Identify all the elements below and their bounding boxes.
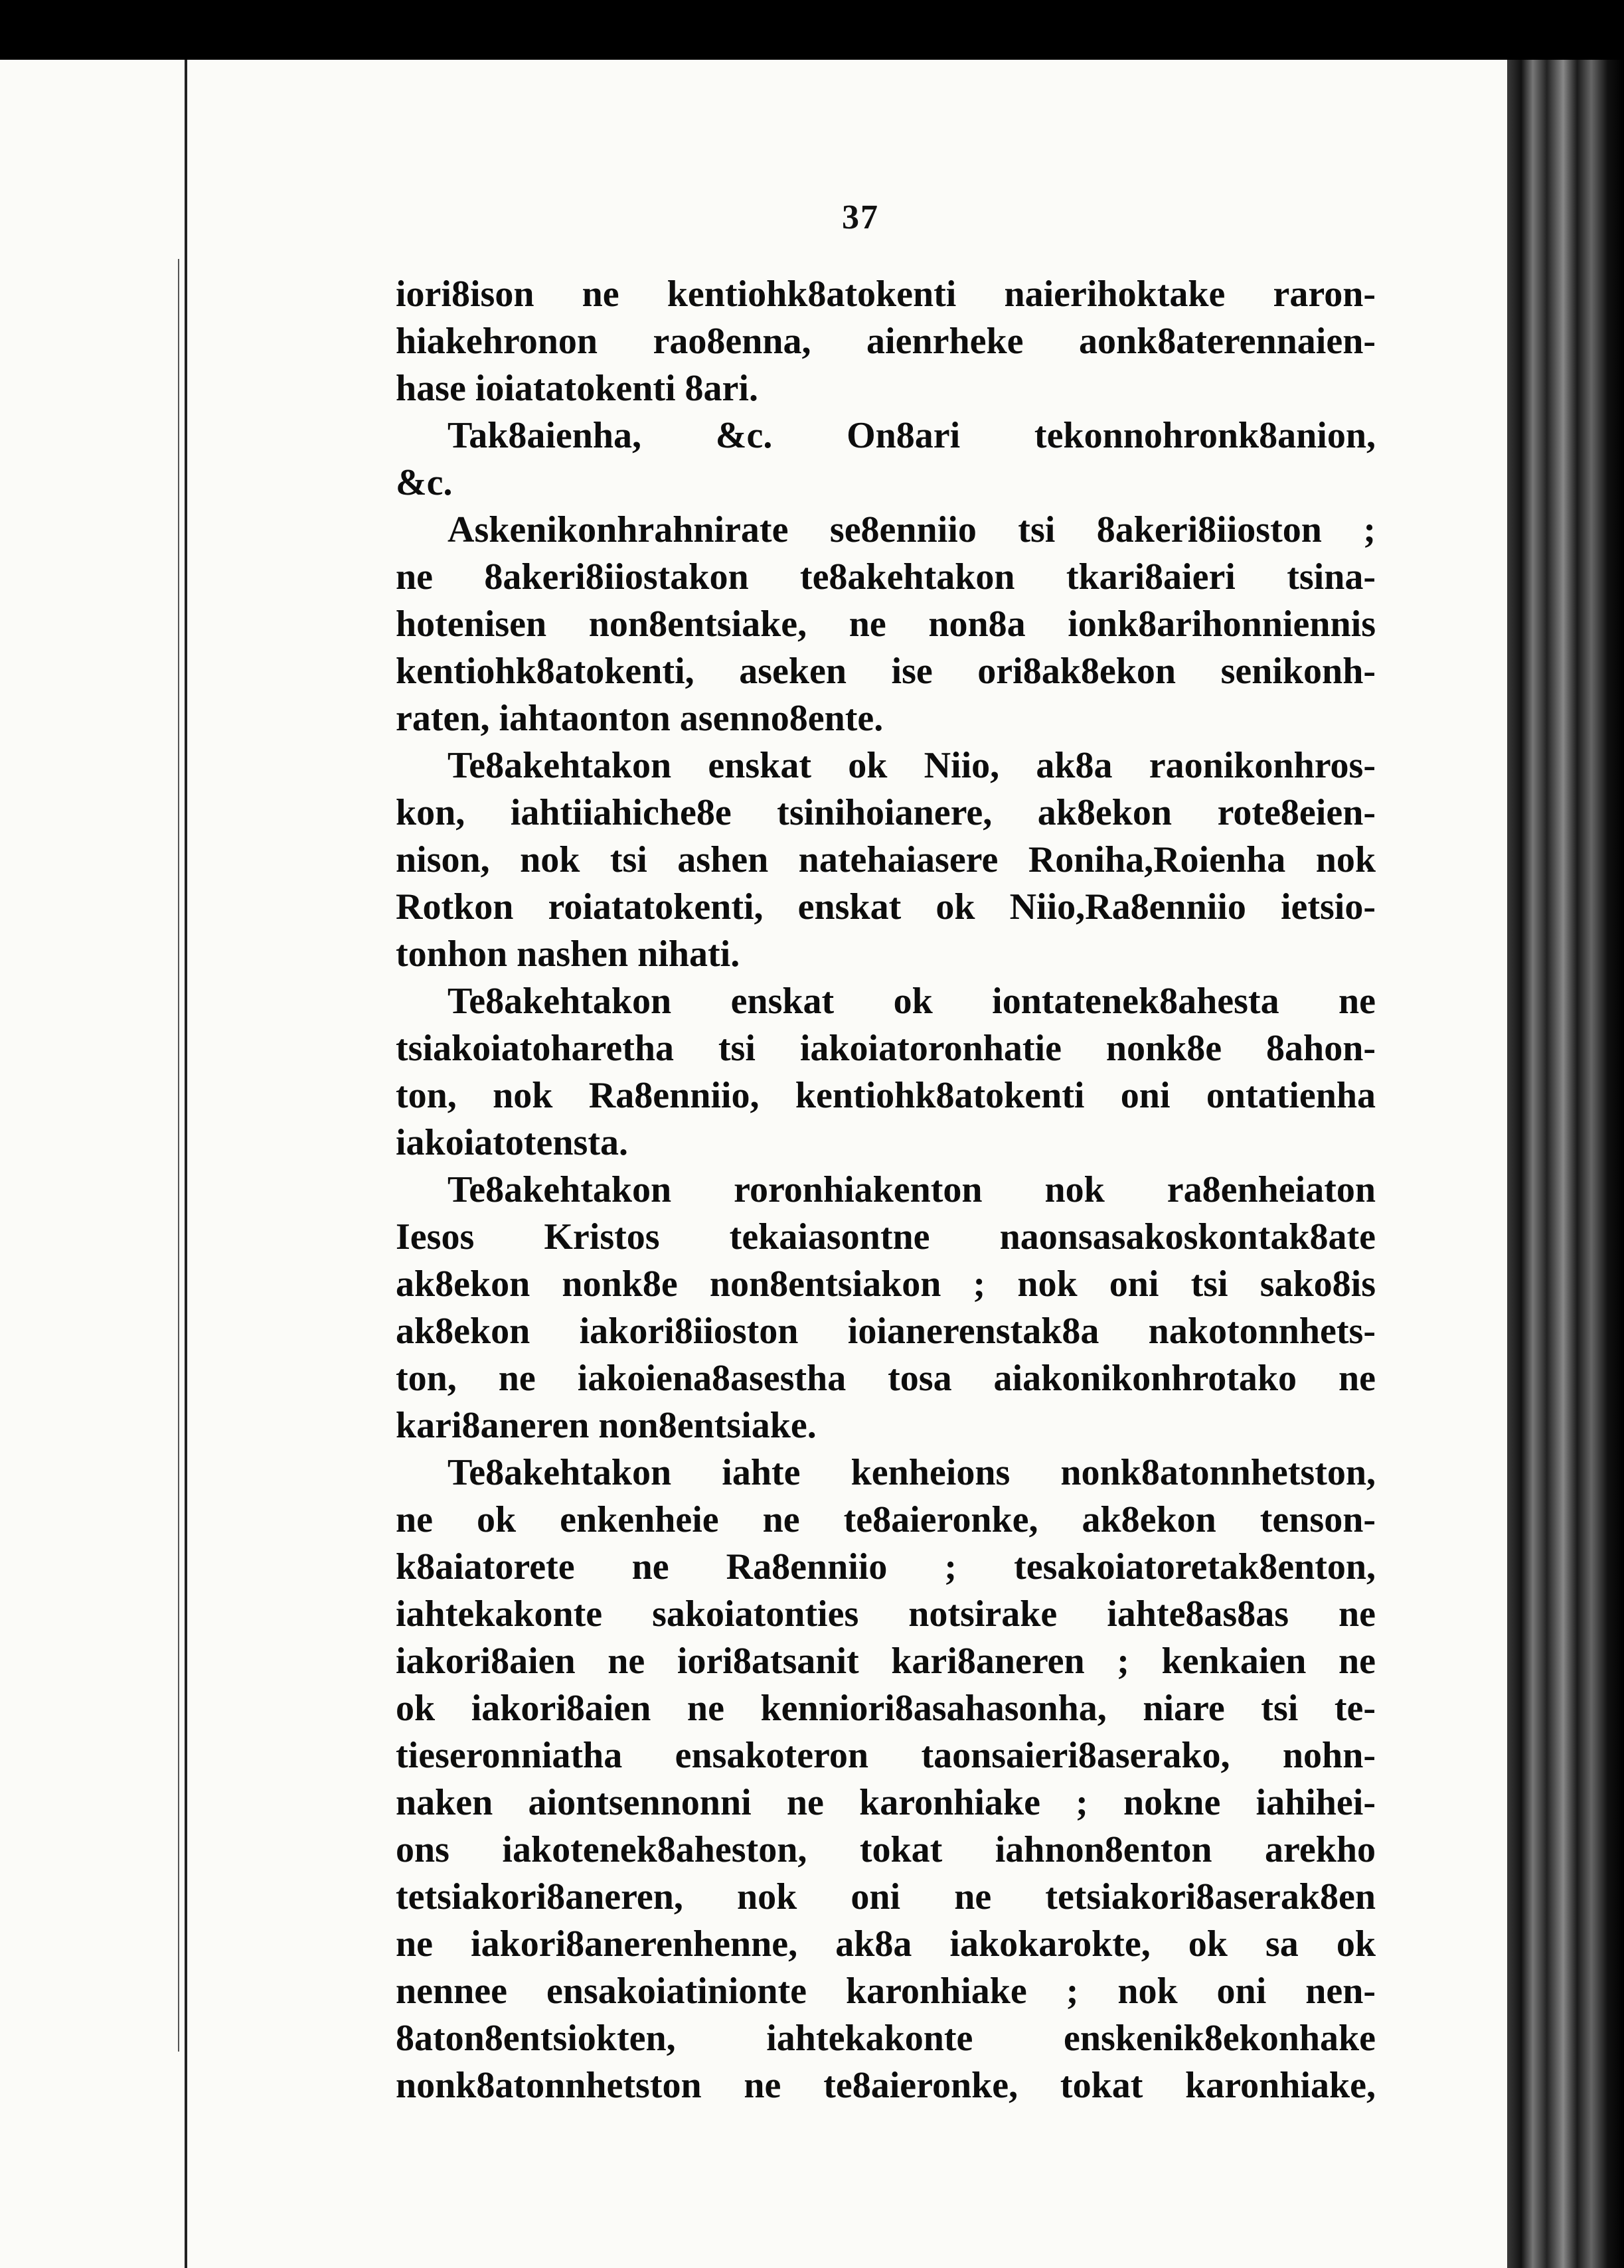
text-line: Iesos Kristos tekaiasontne naonsasakoskontak8ate bbox=[396, 1216, 1376, 1257]
text-line: ne 8akeri8iiostakon te8akehtakon tkari8aieri tsina- bbox=[396, 556, 1376, 598]
text-line: kentiohk8atokenti, aseken ise ori8ak8ekon senikonh- bbox=[396, 651, 1376, 692]
text-line: tieseronniatha ensakoteron taonsaieri8aserako, nohn- bbox=[396, 1735, 1376, 1776]
text-line: hase ioiatatokenti 8ari. bbox=[396, 368, 758, 409]
text-line: 8aton8entsiokten, iahtekakonte enskenik8ekonhake bbox=[396, 2018, 1376, 2059]
text-line: Te8akehtakon roronhiakenton nok ra8enheiaton bbox=[447, 1169, 1376, 1210]
text-line: ne iakori8anerenhenne, ak8a iakokarokte, ok sa ok bbox=[396, 1923, 1376, 1965]
binding-shadow-line bbox=[178, 259, 179, 2052]
text-line: ne ok enkenheie ne te8aieronke, ak8ekon tenson- bbox=[396, 1499, 1376, 1540]
text-line: tetsiakori8aneren, nok oni ne tetsiakori8aserak8en bbox=[396, 1876, 1376, 1917]
text-line: Te8akehtakon iahte kenheions nonk8atonnhetston, bbox=[447, 1452, 1376, 1493]
text-line: nonk8atonnhetston ne te8aieronke, tokat karonhiake, bbox=[396, 2065, 1376, 2106]
text-line: k8aiatorete ne Ra8enniio ; tesakoiatoretak8enton, bbox=[396, 1546, 1376, 1587]
page-edges bbox=[1507, 60, 1624, 2268]
text-line: Te8akehtakon enskat ok iontatenek8ahesta ne bbox=[447, 981, 1376, 1022]
text-line: ton, ne iakoiena8asestha tosa aiakonikonhrotako ne bbox=[396, 1358, 1376, 1399]
text-line: Te8akehtakon enskat ok Niio, ak8a raonikonhros- bbox=[447, 745, 1376, 786]
text-line: tonhon nashen nihati. bbox=[396, 933, 740, 975]
text-line: ons iakotenek8aheston, tokat iahnon8enton arekho bbox=[396, 1829, 1376, 1870]
text-line: ak8ekon nonk8e non8entsiakon ; nok oni tsi sako8is bbox=[396, 1263, 1376, 1305]
text-line: ton, nok Ra8enniio, kentiohk8atokenti oni ontatienha bbox=[396, 1075, 1376, 1116]
text-line: hiakehronon rao8enna, aienrheke aonk8aterennaien- bbox=[396, 321, 1376, 362]
text-line: ok iakori8aien ne kenniori8asahasonha, niare tsi te- bbox=[396, 1688, 1376, 1729]
text-line: Askenikonhrahnirate se8enniio tsi 8akeri8iioston ; bbox=[447, 509, 1376, 550]
text-line: raten, iahtaonton asenno8ente. bbox=[396, 698, 884, 739]
text-line: Tak8aienha, &c. On8ari tekonnohronk8anion, bbox=[447, 415, 1376, 456]
text-line: &c. bbox=[396, 462, 453, 503]
text-line: iori8ison ne kentiohk8atokenti naierihoktake raron- bbox=[396, 274, 1376, 315]
text-line: nennee ensakoiatinionte karonhiake ; nok oni nen- bbox=[396, 1971, 1376, 2012]
page-number: 37 bbox=[842, 199, 879, 236]
text-line: ak8ekon iakori8iioston ioianerenstak8a nakotonnhets- bbox=[396, 1311, 1376, 1352]
binding-line bbox=[185, 60, 187, 2268]
text-line: kari8aneren non8entsiake. bbox=[396, 1405, 817, 1446]
text-line: tsiakoiatoharetha tsi iakoiatoronhatie nonk8e 8ahon- bbox=[396, 1028, 1376, 1069]
text-line: iakoiatotensta. bbox=[396, 1122, 628, 1163]
text-line: naken aiontsennonni ne karonhiake ; nokne iahihei- bbox=[396, 1782, 1376, 1823]
text-line: hotenisen non8entsiake, ne non8a ionk8arihonniennis bbox=[396, 604, 1376, 645]
text-line: iahtekakonte sakoiatonties notsirake iahte8as8as ne bbox=[396, 1593, 1376, 1635]
text-line: nison, nok tsi ashen natehaiasere Roniha,Roienha nok bbox=[396, 839, 1376, 880]
text-line: kon, iahtiiahiche8e tsinihoianere, ak8ekon rote8eien- bbox=[396, 792, 1376, 833]
text-line: Rotkon roiatatokenti, enskat ok Niio,Ra8enniio ietsio- bbox=[396, 886, 1376, 928]
text-line: iakori8aien ne iori8atsanit kari8aneren ; kenkaien ne bbox=[396, 1641, 1376, 1682]
body-text bbox=[396, 271, 1376, 2109]
